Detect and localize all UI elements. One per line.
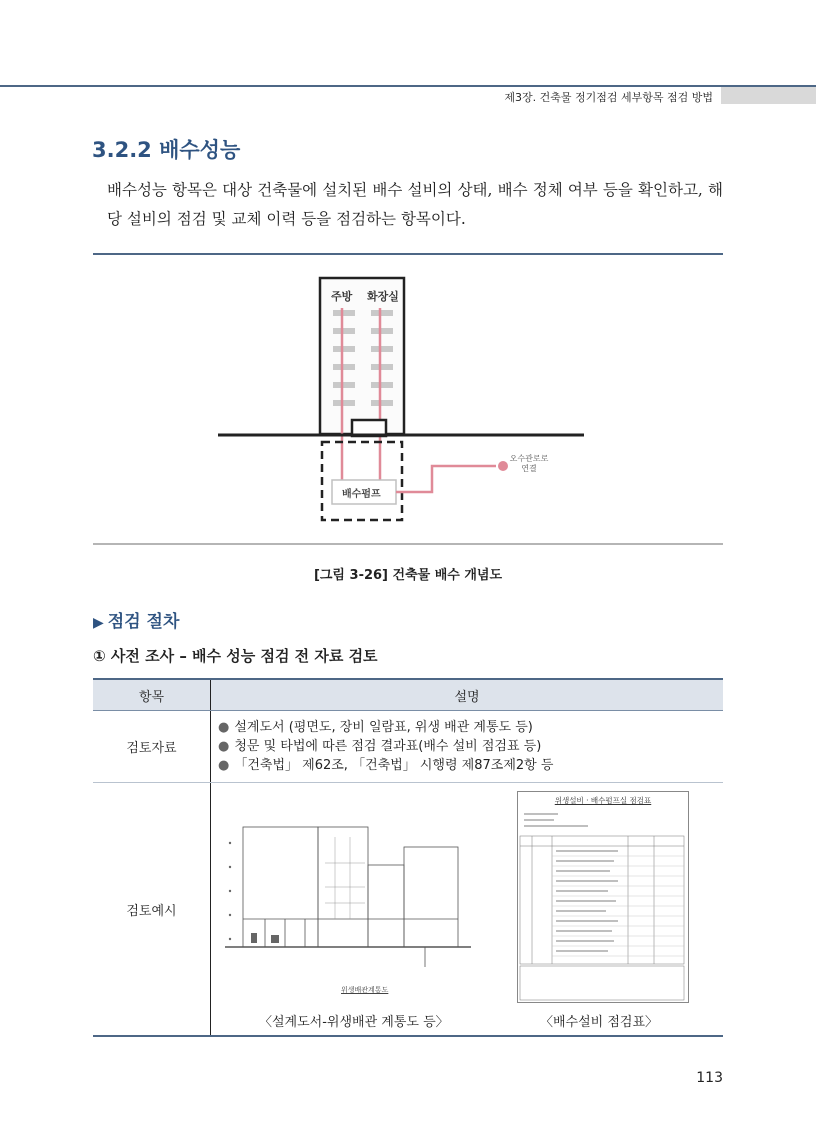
list-item: ● 설계도서 (평면도, 장비 일람표, 위생 배관 계통도 등) xyxy=(218,720,533,735)
page-number: 113 xyxy=(696,1070,723,1086)
label-sewer: 오수관로로 연결 xyxy=(509,454,549,473)
bullet-list xyxy=(212,712,722,781)
inspection-form-image xyxy=(517,791,689,1003)
section-intro: 배수성능 항목은 대상 건축물에 설치된 배수 설비의 상태, 배수 정체 여부 등을 확인하고, 해당 설비의 점검 및 교체 이력 등을 점검하는 항목이다. xyxy=(107,181,723,228)
row-item-label: 검토자료 xyxy=(93,711,211,783)
column-header-desc: 설명 xyxy=(211,679,724,711)
bullet-icon: ● xyxy=(218,758,230,773)
chapter-tab xyxy=(721,87,816,104)
row-item-label: 검토예시 xyxy=(93,783,211,1037)
review-table xyxy=(93,678,723,1037)
procedure-heading-text: 점검 절차 xyxy=(107,612,180,632)
drawing-title: 위생배관계통도 xyxy=(341,986,389,994)
table-row xyxy=(93,711,723,783)
header-rule xyxy=(0,85,816,87)
figure-bottom-rule xyxy=(93,543,723,545)
table-header-row xyxy=(93,679,723,711)
figure-caption: [그림 3-26] 건축물 배수 개념도 xyxy=(313,568,503,583)
label-kitchen: 주방 xyxy=(331,290,353,303)
column-header-item: 항목 xyxy=(93,679,211,711)
caption-right: 〈배수설비 점검표〉 xyxy=(540,1015,659,1030)
row-description xyxy=(211,711,724,783)
example-cell xyxy=(211,783,724,1037)
table-row xyxy=(93,783,723,1037)
list-item: ● 청문 및 타법에 따른 점검 결과표(배수 설비 점검표 등) xyxy=(218,739,542,754)
figure-top-rule xyxy=(93,253,723,255)
procedure-heading xyxy=(93,607,179,632)
bullet-icon: ● xyxy=(218,739,230,754)
bullet-icon: ● xyxy=(218,720,230,735)
triangle-icon: ▶ xyxy=(93,615,104,631)
plumbing-drawing-image xyxy=(225,807,471,977)
caption-left: 〈설계도서-위생배관 계통도 등〉 xyxy=(259,1015,449,1030)
chapter-title: 제3장. 건축물 정기점검 세부항목 점검 방법 xyxy=(504,91,713,104)
form-grid xyxy=(518,806,686,1002)
list-item: ● 「건축법」 제62조, 「건축법」 시행령 제87조제2항 등 xyxy=(218,758,554,773)
section-title: 3.2.2 배수성능 xyxy=(92,138,241,162)
step-heading: ① 사전 조사 – 배수 성능 점검 전 자료 검토 xyxy=(93,647,378,665)
label-toilet: 화장실 xyxy=(367,290,399,303)
drainage-diagram xyxy=(216,272,586,534)
form-title: 위생설비 · 배수펌프실 점검표 xyxy=(554,796,652,805)
label-pump: 배수펌프 xyxy=(342,489,381,500)
